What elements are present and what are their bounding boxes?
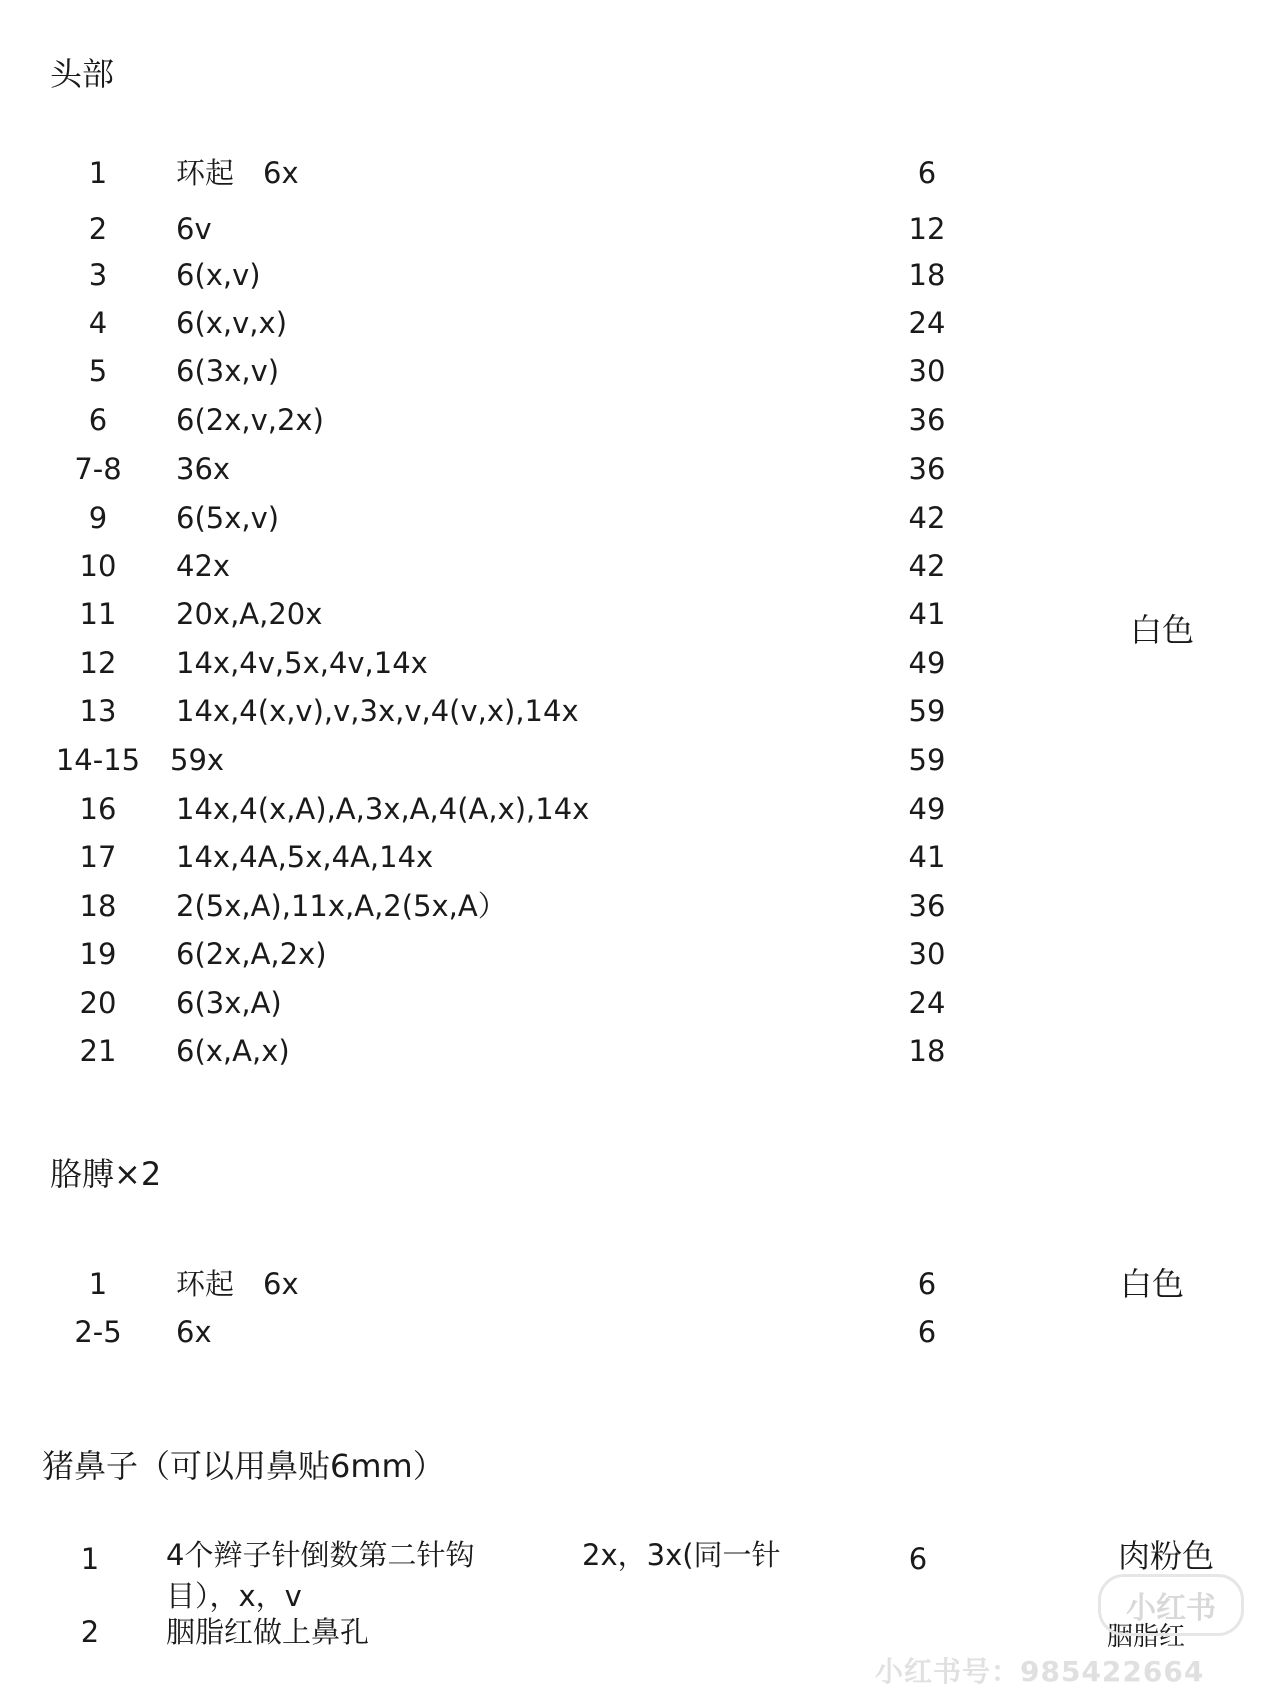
head-row-instruction: 6(2x,v,2x) bbox=[176, 403, 324, 437]
watermark-account-id: 小红书号：985422664 bbox=[875, 1655, 1205, 1688]
head-row-instruction: 环起 6x bbox=[176, 156, 299, 190]
head-row-round: 1 bbox=[88, 156, 108, 190]
head-row-stitch-count: 30 bbox=[908, 937, 946, 971]
arm-yarn-color: 白色 bbox=[1120, 1265, 1185, 1303]
snout-row-1-instruction: 4个辫子针倒数第二针钩 bbox=[166, 1538, 475, 1572]
head-row-round: 21 bbox=[79, 1034, 117, 1068]
snout-row-2-round: 2 bbox=[80, 1615, 100, 1649]
head-row-stitch-count: 36 bbox=[908, 403, 946, 437]
head-row-instruction: 14x,4(x,v),v,3x,v,4(v,x),14x bbox=[176, 694, 579, 728]
head-row-round: 10 bbox=[79, 549, 117, 583]
head-row-round: 12 bbox=[79, 646, 117, 680]
head-row-instruction: 6(x,A,x) bbox=[176, 1034, 290, 1068]
head-row-stitch-count: 42 bbox=[908, 501, 946, 535]
head-row-stitch-count: 59 bbox=[908, 694, 946, 728]
head-row-round: 14-15 bbox=[55, 743, 141, 777]
arm-row-stitch-count: 6 bbox=[917, 1267, 937, 1301]
head-row-stitch-count: 49 bbox=[908, 792, 946, 826]
head-yarn-color: 白色 bbox=[1130, 611, 1195, 649]
arm-row-round: 2-5 bbox=[74, 1315, 122, 1349]
head-row-stitch-count: 36 bbox=[908, 452, 946, 486]
snout-row-1-color: 肉粉色 bbox=[1118, 1537, 1215, 1575]
arm-row-instruction: 环起 6x bbox=[176, 1267, 299, 1301]
section-title-head: 头部 bbox=[50, 55, 115, 93]
head-row-round: 3 bbox=[88, 258, 108, 292]
head-row-stitch-count: 30 bbox=[908, 354, 946, 388]
head-row-instruction: 14x,4(x,A),A,3x,A,4(A,x),14x bbox=[176, 792, 590, 826]
head-row-round: 5 bbox=[88, 354, 108, 388]
arm-row-instruction: 6x bbox=[176, 1315, 212, 1349]
head-row-round: 9 bbox=[88, 501, 108, 535]
snout-row-1-round: 1 bbox=[80, 1542, 100, 1576]
head-row-stitch-count: 18 bbox=[908, 258, 946, 292]
head-row-instruction: 59x bbox=[170, 743, 225, 777]
head-row-instruction: 6(x,v,x) bbox=[176, 306, 288, 340]
head-row-instruction: 6(2x,A,2x) bbox=[176, 937, 327, 971]
head-row-round: 19 bbox=[79, 937, 117, 971]
head-row-stitch-count: 12 bbox=[908, 212, 946, 246]
section-title-arm: 胳膊×2 bbox=[50, 1155, 162, 1193]
head-row-stitch-count: 24 bbox=[908, 306, 946, 340]
snout-row-2-color: 胭脂红 bbox=[1107, 1622, 1186, 1652]
head-row-stitch-count: 6 bbox=[917, 156, 937, 190]
head-row-instruction: 36x bbox=[176, 452, 231, 486]
head-row-round: 17 bbox=[79, 840, 117, 874]
head-row-instruction: 2(5x,A),11x,A,2(5x,A） bbox=[176, 889, 507, 923]
head-row-stitch-count: 24 bbox=[908, 986, 946, 1020]
head-row-stitch-count: 49 bbox=[908, 646, 946, 680]
head-row-stitch-count: 41 bbox=[908, 840, 946, 874]
snout-row-1-instruction-line2: 目），x，v bbox=[166, 1579, 302, 1613]
head-row-instruction: 6(3x,v) bbox=[176, 354, 280, 388]
head-row-round: 4 bbox=[88, 306, 108, 340]
arm-row-round: 1 bbox=[88, 1267, 108, 1301]
head-row-instruction: 20x,A,20x bbox=[176, 597, 323, 631]
head-row-stitch-count: 18 bbox=[908, 1034, 946, 1068]
head-row-instruction: 6v bbox=[176, 212, 212, 246]
head-row-instruction: 42x bbox=[176, 549, 231, 583]
head-row-round: 20 bbox=[79, 986, 117, 1020]
head-row-instruction: 6(5x,v) bbox=[176, 501, 280, 535]
snout-row-2-instruction: 胭脂红做上鼻孔 bbox=[166, 1615, 370, 1649]
snout-row-1-count: 6 bbox=[908, 1542, 928, 1576]
xiaohongshu-logo-watermark: 小红书 bbox=[1098, 1574, 1244, 1636]
head-row-round: 11 bbox=[79, 597, 117, 631]
head-row-round: 16 bbox=[79, 792, 117, 826]
arm-row-stitch-count: 6 bbox=[917, 1315, 937, 1349]
head-row-stitch-count: 42 bbox=[908, 549, 946, 583]
head-row-instruction: 14x,4v,5x,4v,14x bbox=[176, 646, 428, 680]
head-row-stitch-count: 41 bbox=[908, 597, 946, 631]
head-row-round: 6 bbox=[88, 403, 108, 437]
head-row-instruction: 14x,4A,5x,4A,14x bbox=[176, 840, 434, 874]
section-title-snout: 猪鼻子（可以用鼻贴6mm） bbox=[42, 1447, 445, 1485]
head-row-stitch-count: 36 bbox=[908, 889, 946, 923]
head-row-instruction: 6(3x,A) bbox=[176, 986, 282, 1020]
head-row-stitch-count: 59 bbox=[908, 743, 946, 777]
head-row-round: 7-8 bbox=[74, 452, 122, 486]
head-row-round: 2 bbox=[88, 212, 108, 246]
snout-row-1-instruction-part2: 2x，3x(同一针 bbox=[582, 1538, 781, 1572]
head-row-instruction: 6(x,v) bbox=[176, 258, 261, 292]
head-row-round: 18 bbox=[79, 889, 117, 923]
head-row-round: 13 bbox=[79, 694, 117, 728]
